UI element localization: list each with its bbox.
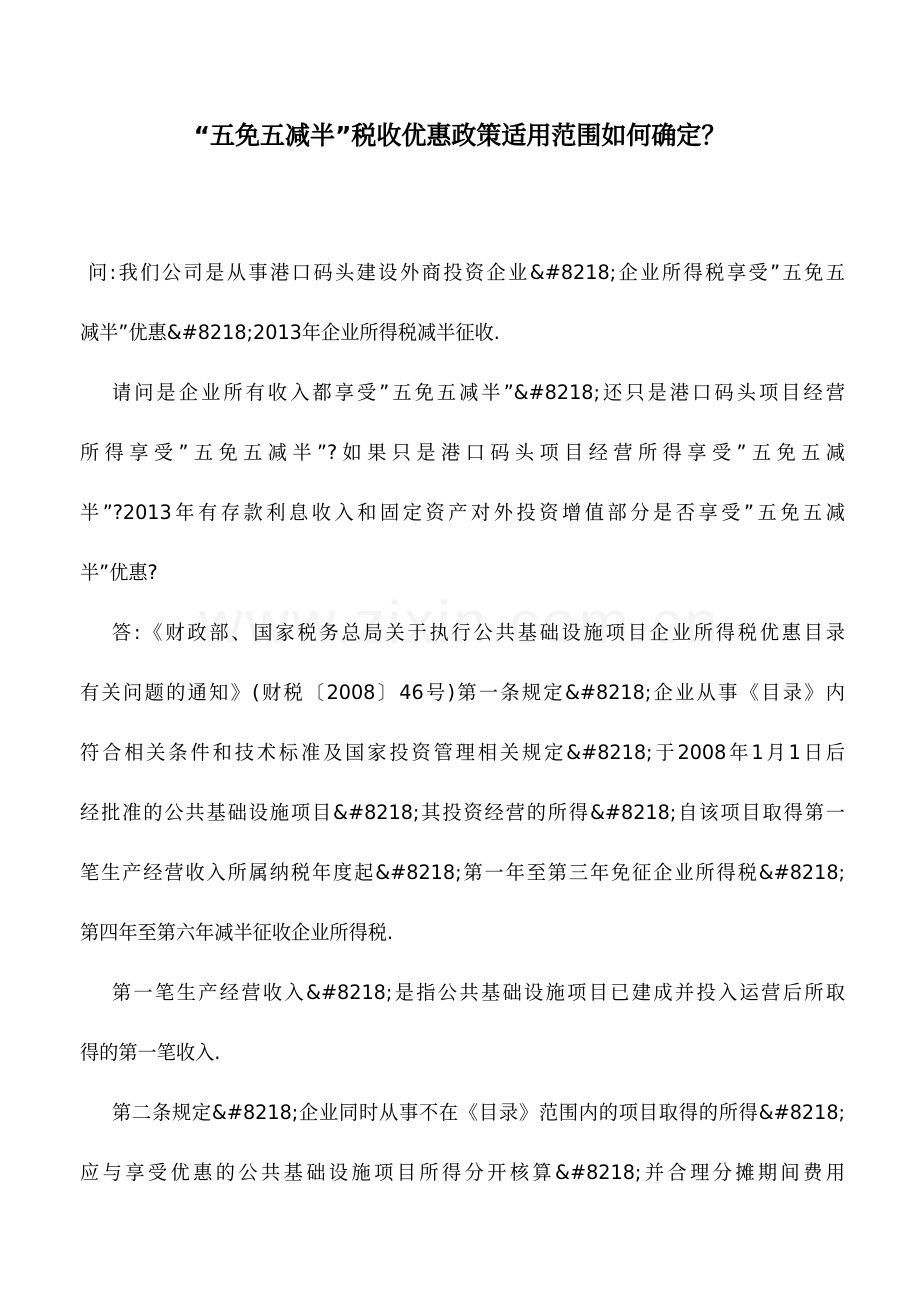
text-line: 笔生产经营收入所属纳税年度起&#8218;第一年至第三年免征企业所得税&#8218; <box>80 861 845 884</box>
text-line: 请问是企业所有收入都享受”五免五减半”&#8218;还只是港口码头项目经营 <box>112 381 845 404</box>
document-title: “五免五减半”税收优惠政策适用范围如何确定？ <box>193 121 727 150</box>
text-line: 有关问题的通知》(财税〔2008〕46号)第一条规定&#8218;企业从事《目录》内 <box>80 681 845 704</box>
text-line: 经批准的公共基础设施项目&#8218;其投资经营的所得&#8218;自该项目取得第一 <box>80 801 845 824</box>
text-line: 符合相关条件和技术标准及国家投资管理相关规定&#8218;于2008年1月1日后 <box>80 741 845 764</box>
text-line: 问:我们公司是从事港口码头建设外商投资企业&#8218;企业所得税享受”五免五 <box>88 261 845 284</box>
text-line: 应与享受优惠的公共基础设施项目所得分开核算&#8218;并合理分摊期间费用 <box>80 1161 845 1184</box>
text-line: 减半”优惠&#8218;2013年企业所得税减半征收. <box>80 321 500 344</box>
text-line: 第四年至第六年减半征收企业所得税. <box>80 921 394 944</box>
text-line: 半”优惠? <box>80 561 158 584</box>
text-line: 所得享受”五免五减半”?如果只是港口码头项目经营所得享受”五免五减 <box>80 441 845 464</box>
text-line: 得的第一笔收入. <box>80 1041 221 1064</box>
text-line: 第二条规定&#8218;企业同时从事不在《目录》范围内的项目取得的所得&#8218; <box>112 1101 845 1124</box>
text-line: 第一笔生产经营收入&#8218;是指公共基础设施项目已建成并投入运营后所取 <box>112 981 845 1004</box>
text-line: 半”?2013年有存款利息收入和固定资产对外投资增值部分是否享受”五免五减 <box>80 501 845 524</box>
text-line: 答:《财政部、国家税务总局关于执行公共基础设施项目企业所得税优惠目录 <box>112 621 845 644</box>
